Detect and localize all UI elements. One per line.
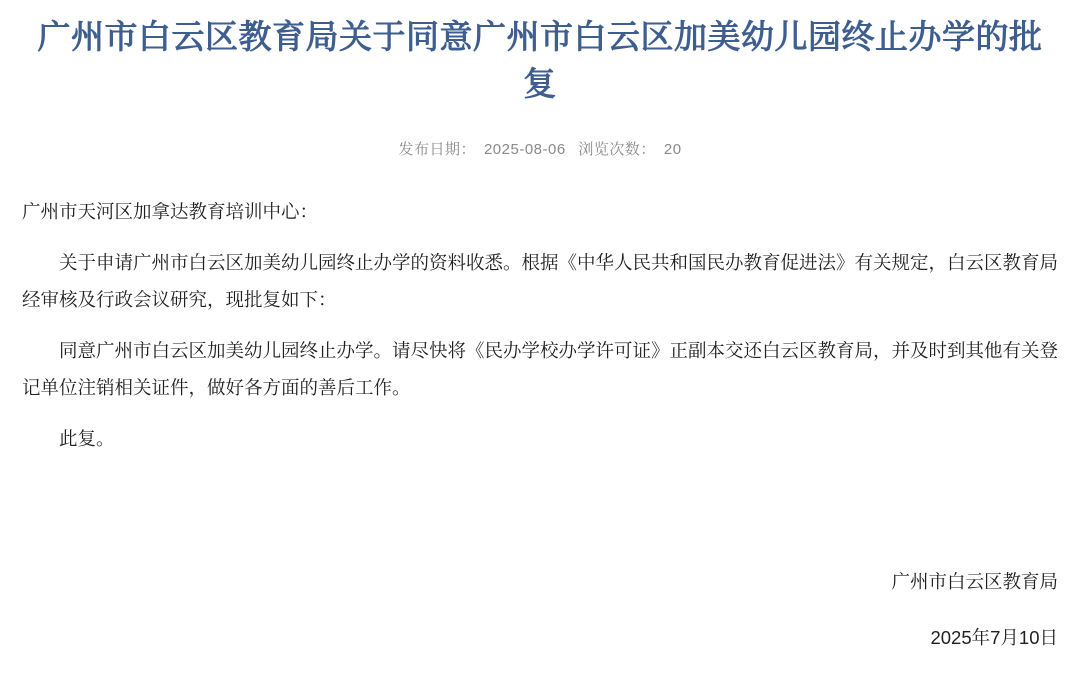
document-meta	[22, 138, 1058, 159]
publish-date-value: 2025-08-06	[483, 140, 566, 158]
publish-date-label: 发布日期：	[398, 140, 476, 158]
document-body	[22, 193, 1058, 457]
issuing-authority: 广州市白云区教育局	[891, 571, 1058, 592]
page-title: 广州市白云区教育局关于同意广州市白云区加美幼儿园终止办学的批复	[37, 18, 1043, 102]
body-paragraph-3: 此复。	[59, 427, 115, 449]
addressee-line: 广州市天河区加拿达教育培训中心：	[22, 200, 319, 222]
body-paragraph-1: 关于申请广州市白云区加美幼儿园终止办学的资料收悉。根据《中华人民共和国民办教育促进法》有关规定，白云区教育局经审核及行政会议研究，现批复如下：	[22, 251, 1059, 310]
views-count: 20	[663, 140, 682, 158]
body-paragraph-2: 同意广州市白云区加美幼儿园终止办学。请尽快将《民办学校办学许可证》正副本交还白云区教育局，并及时到其他有关登记单位注销相关证件，做好各方面的善后工作。	[22, 339, 1059, 398]
views-label: 浏览次数：	[578, 140, 656, 158]
issue-date: 2025年7月10日	[930, 627, 1058, 648]
